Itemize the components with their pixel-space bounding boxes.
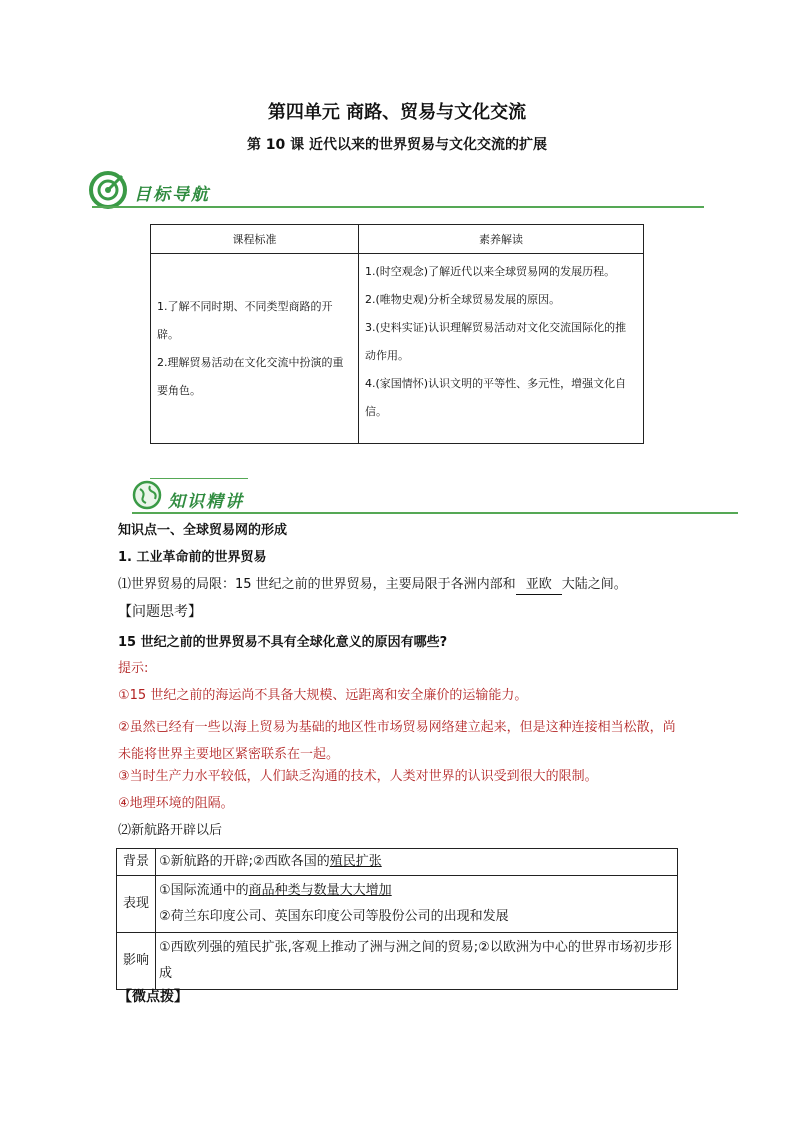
table-row [117, 933, 678, 990]
unit-title: 第四单元 商路、贸易与文化交流 [267, 102, 527, 123]
literacy-item: 3.(史料实证)认识理解贸易活动对文化交流国际化的推动作用。 [365, 321, 627, 362]
goals-banner-title: 目标导航 [134, 185, 210, 205]
header-literacy: 素养解读 [359, 225, 644, 254]
hint-label: 提示: [118, 661, 149, 676]
section1-text-after: 大陆之间。 [561, 577, 627, 592]
row-text: ②荷兰东印度公司、英国东印度公司等股份公司的出现和发展 [159, 909, 509, 924]
section1-title: 1. 工业革命前的世界贸易 [118, 550, 267, 565]
table-row [117, 876, 678, 933]
literacy-item: 4.(家国情怀)认识文明的平等性、多元性，增强文化自信。 [365, 377, 627, 418]
hint-item: ④地理环境的阻隔。 [118, 796, 234, 811]
standard-item: 2.理解贸易活动在文化交流中扮演的重要角色。 [157, 355, 344, 397]
knowledge-top-line [150, 478, 248, 479]
section1-paragraph [118, 576, 627, 595]
answer-blank: 亚欧 [516, 576, 562, 595]
knowledge-banner-title: 知识精讲 [168, 492, 244, 512]
table-row [117, 849, 678, 876]
row-value [156, 849, 678, 876]
row-key: 表现 [117, 876, 156, 933]
think-label: 【问题思考】 [118, 604, 202, 620]
background-table [116, 848, 678, 990]
row-value [156, 876, 678, 933]
section1-text-before: ⑴世界贸易的局限：15 世纪之前的世界贸易，主要局限于各洲内部和 [118, 577, 516, 592]
globe-icon [132, 480, 162, 510]
header-standard: 课程标准 [151, 225, 359, 254]
micro-tip-label: 【微点拨】 [118, 989, 188, 1005]
row-key: 背景 [117, 849, 156, 876]
goals-divider [92, 206, 704, 208]
underlined-term: 殖民扩张 [329, 854, 382, 869]
literacy-item: 2.(唯物史观)分析全球贸易发展的原因。 [365, 293, 561, 306]
underlined-term: 商品种类与数量大大增加 [248, 883, 392, 898]
target-icon [88, 170, 128, 210]
hint-item: ③当时生产力水平较低，人们缺乏沟通的技术，人类对世界的认识受到很大的限制。 [118, 769, 598, 784]
hint-item: ②虽然已经有一些以海上贸易为基础的地区性市场贸易网络建立起来，但是这种连接相当松散，尚未能将世界主要地区紧密联系在一起。 [118, 720, 676, 762]
hint-item: ①15 世纪之前的海运尚不具备大规模、远距离和安全廉价的运输能力。 [118, 688, 528, 703]
standards-left-cell [151, 254, 359, 444]
standards-table [150, 224, 644, 444]
section2-title: ⑵新航路开辟以后 [118, 823, 223, 838]
standard-item: 1.了解不同时期、不同类型商路的开辟。 [157, 299, 333, 341]
lesson-title: 第 10 课 近代以来的世界贸易与文化交流的扩展 [246, 137, 548, 153]
standards-right-cell [359, 254, 644, 444]
literacy-item: 1.(时空观念)了解近代以来全球贸易网的发展历程。 [365, 265, 616, 278]
question-text: 15 世纪之前的世界贸易不具有全球化意义的原因有哪些? [118, 635, 448, 650]
row-text: ①国际流通中的 [159, 883, 249, 898]
row-value: ①西欧列强的殖民扩张,客观上推动了洲与洲之间的贸易;②以欧洲为中心的世界市场初步形成 [156, 933, 678, 990]
row-key: 影响 [117, 933, 156, 990]
row-text: ①新航路的开辟;②西欧各国的 [159, 854, 330, 869]
kp1-title: 知识点一、全球贸易网的形成 [118, 523, 288, 538]
knowledge-divider [132, 512, 738, 514]
